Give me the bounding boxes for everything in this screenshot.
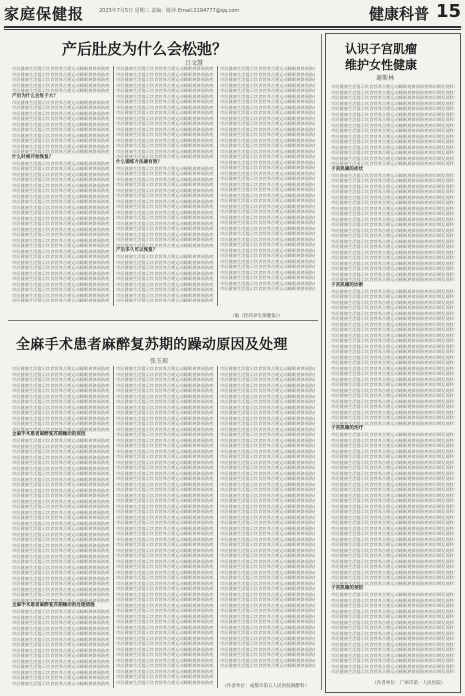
article2-byline: 谢斯林: [376, 75, 395, 82]
article-divider: [8, 320, 318, 321]
article2-subhead-1: 子宫肌瘤的症状: [331, 166, 364, 172]
article1-byline: 吕文慧: [185, 60, 204, 67]
header-rule: [4, 26, 461, 28]
article3-byline: 张玉琼: [150, 358, 169, 365]
article3-column-3: [220, 366, 315, 676]
article1-title: 产后肚皮为什么会松弛？: [62, 40, 228, 58]
article3-title: 全麻手术患者麻醉复苏期的躁动原因及处理: [16, 337, 288, 353]
article1-subhead-3: 什么锻炼方法最有效？: [116, 159, 162, 165]
issue-meta: 2023年7月5日 星期三 责编：陈萍 Email:2194777@qq.com: [99, 8, 240, 14]
article2-source: （作者单位：广州市第一人民医院）: [372, 681, 446, 686]
article3-subhead-2: 全麻手术患者麻醉复苏期躁动的处理措施: [12, 603, 95, 608]
article2-title-line2: 维护女性健康: [345, 58, 418, 72]
article1-column-3: [220, 66, 315, 296]
article1-subhead-2: 什么时候开始恢复？: [12, 154, 54, 160]
article3-column-1: [12, 366, 110, 686]
article1-subhead-4: 产后多久可以恢复？: [116, 248, 158, 253]
page-header: [4, 3, 461, 25]
section-title-left: 家庭保健报: [4, 5, 85, 23]
article1-column-1: [12, 66, 110, 302]
article1-subhead-1: 产后为什么会肚子大？: [12, 93, 58, 99]
article3-subhead-1: 全麻手术患者麻醉复苏期躁动的原因: [12, 432, 86, 437]
article2-body: [331, 84, 455, 674]
article2-title-line1: 认识子宫肌瘤: [345, 42, 418, 56]
article2-subhead-2: 子宫肌瘤的诊断: [331, 282, 364, 288]
article2-subhead-3: 子宫肌瘤的治疗: [331, 426, 364, 431]
article1-source: （据《医药养生保健报》）: [230, 314, 283, 319]
article2-subhead-4: 子宫肌瘤的预防: [331, 586, 364, 591]
right-column-divider: [321, 34, 322, 690]
section-title-right: 健康科普: [368, 5, 429, 23]
article3-column-2: [116, 366, 214, 686]
article3-source: （作者单位：成都市第五人民医院麻醉科）: [222, 684, 310, 689]
header-rule-thin: [4, 29, 461, 30]
page-number: 15: [435, 1, 461, 22]
article1-column-2: [116, 66, 214, 302]
